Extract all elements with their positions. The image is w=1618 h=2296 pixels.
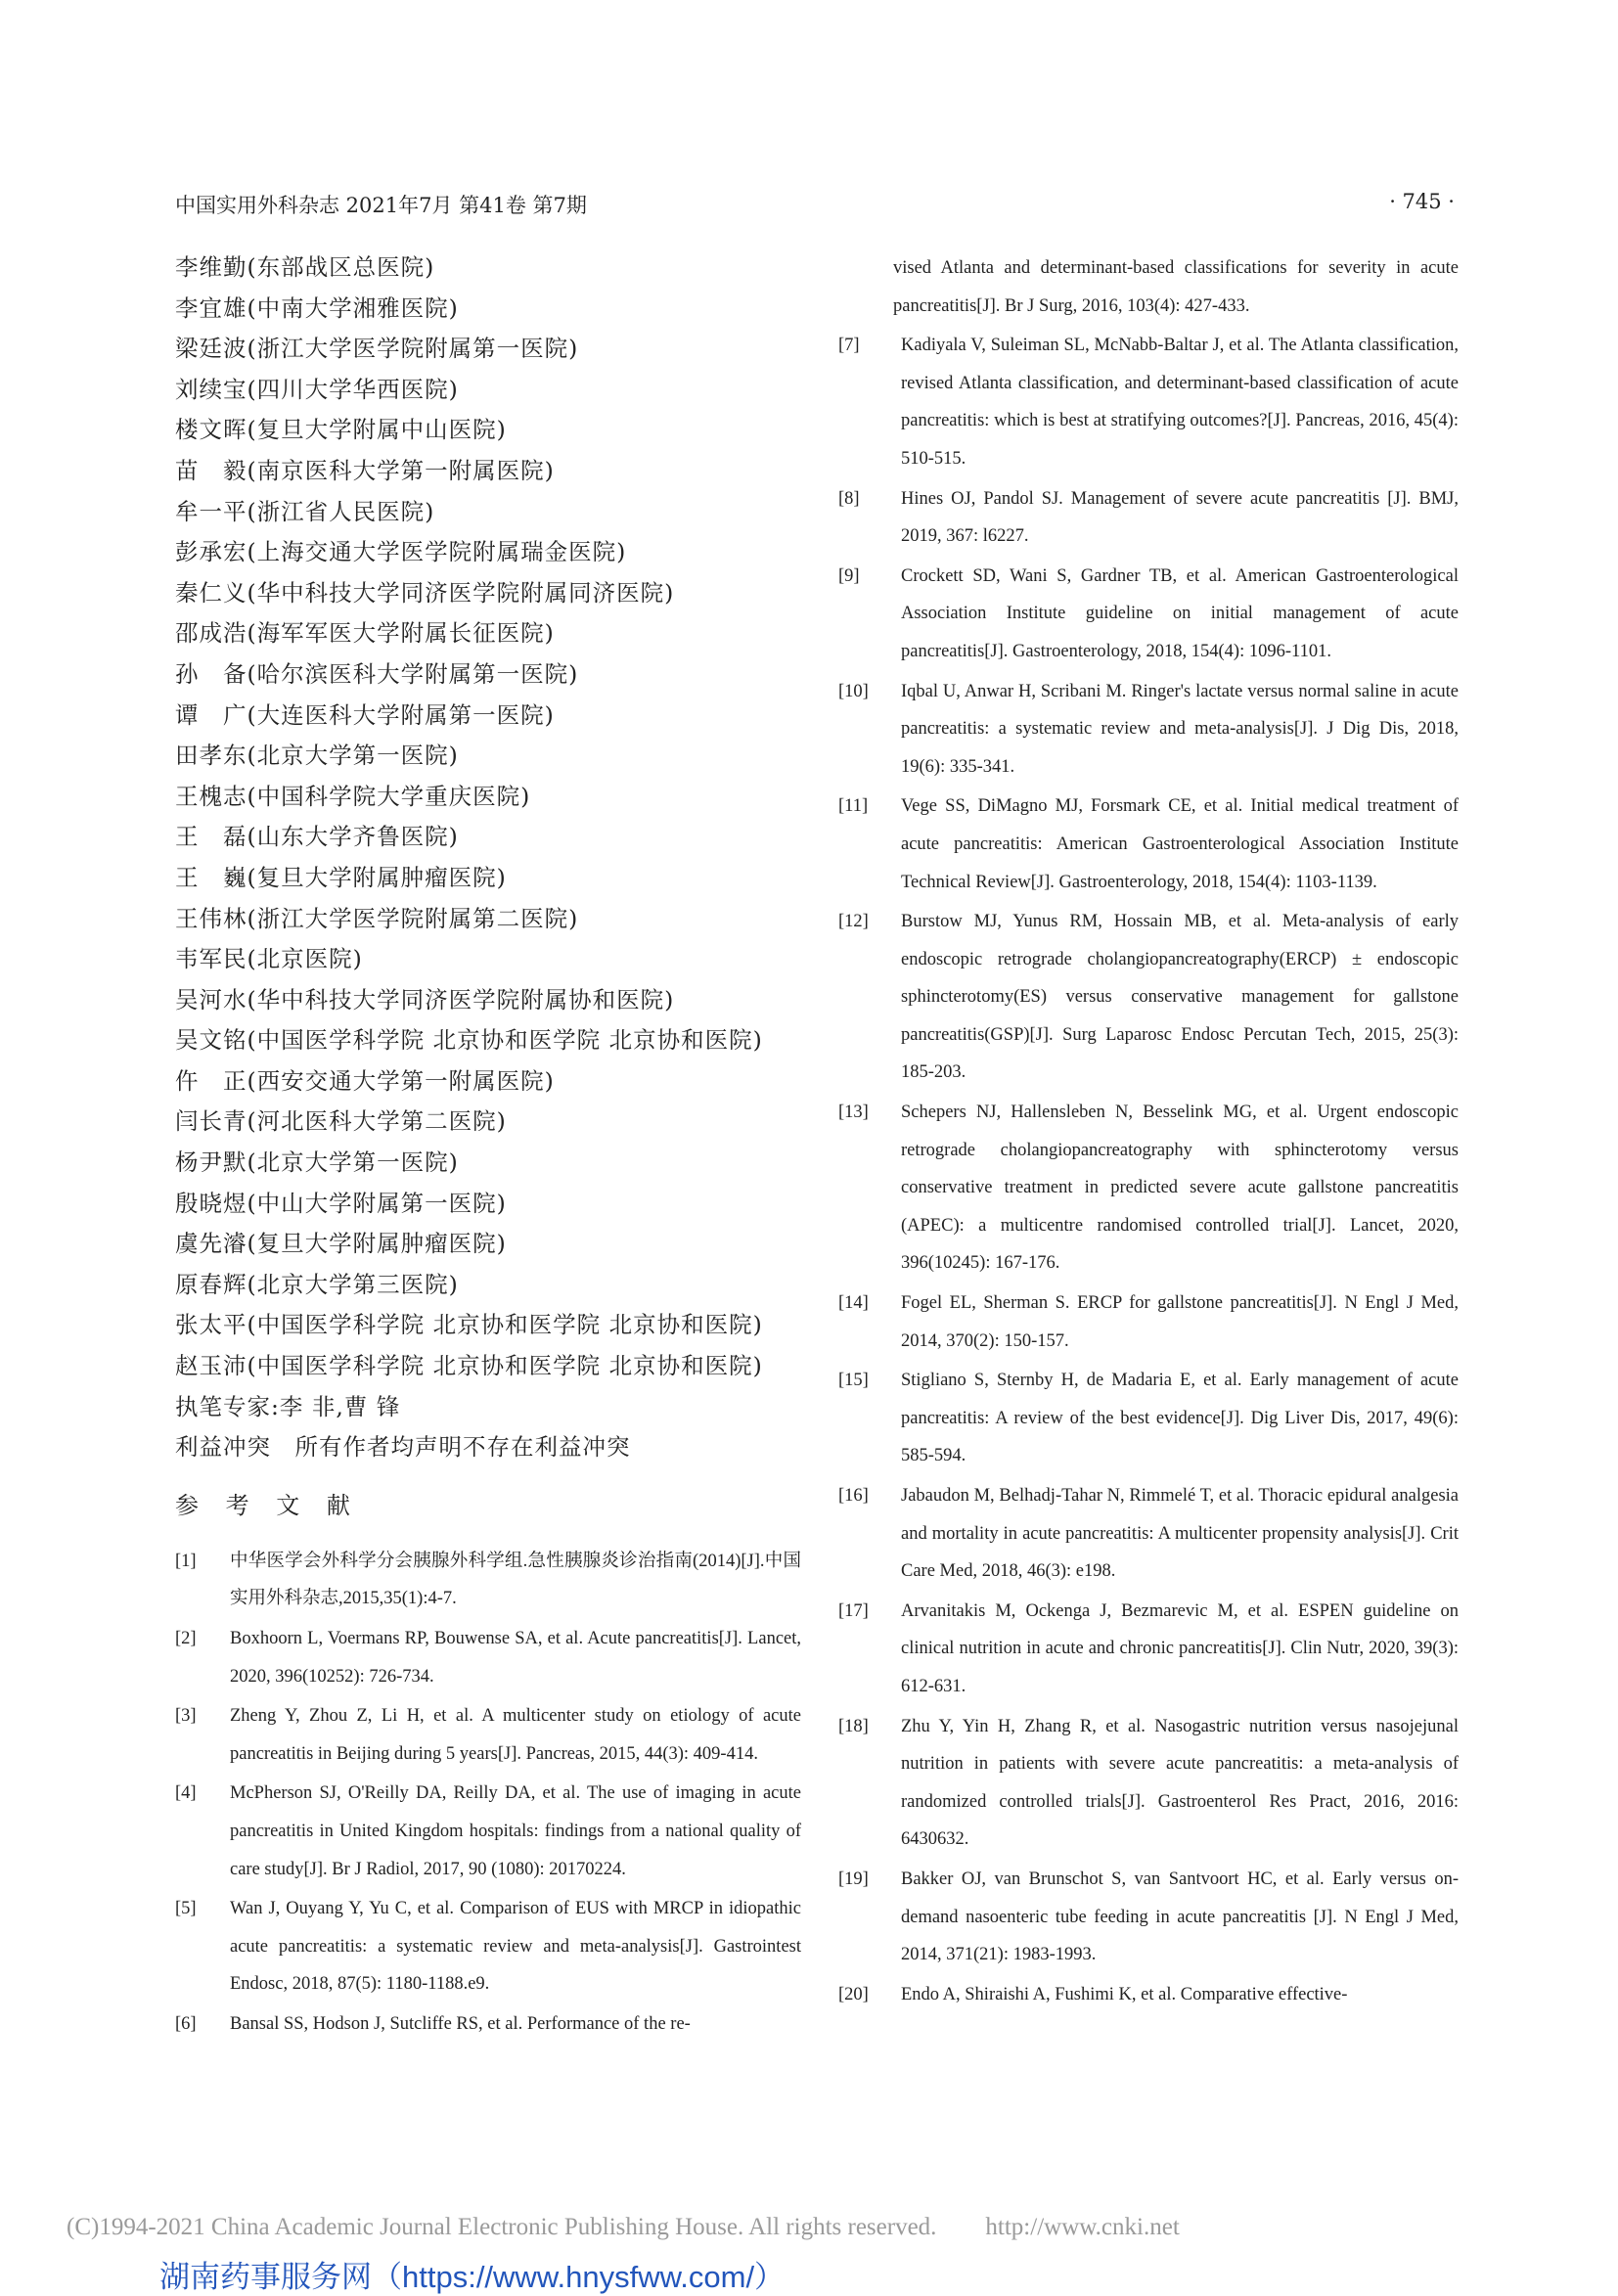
reference-text: Burstow MJ, Yunus RM, Hossain MB, et al. Meta-analysis of early endoscopic retrograde cholangiopancreatography(ERCP) ± endoscopic sphincterotomy(ES) versus conservative management for gallstone pancreatitis(GSP)[J]. Surg Laparosc Endosc Percutan Tech, 2015, 25(3): 185-203. <box>901 912 1459 1083</box>
reference-list-right <box>838 327 1459 2013</box>
reference-item <box>838 1284 1459 1360</box>
expert-line: 牟一平(浙江省人民医院) <box>175 497 435 525</box>
reference-text: Zhu Y, Yin H, Zhang R, et al. Nasogastric nutrition versus nasojejunal nutrition in patients with severe acute pancreatitis: a meta-analysis of randomized controlled trials[J]. Gastroenterol Res Pract, 2016, 2016: 6430632. <box>901 1716 1459 1850</box>
expert-line: 梁廷波(浙江大学医学院附属第一医院) <box>175 335 579 363</box>
expert-line: 原春辉(北京大学第三医院) <box>175 1270 459 1298</box>
expert-line: 王伟林(浙江大学医学院附属第二医院) <box>175 904 579 932</box>
reference-text: Fogel EL, Sherman S. ERCP for gallstone pancreatitis[J]. N Engl J Med, 2014, 370(2): 150-157. <box>901 1293 1459 1351</box>
reference-item <box>175 1890 801 2003</box>
expert-line: 虞先濬(复旦大学附属肿瘤医院) <box>175 1230 507 1258</box>
reference-number: [10] <box>838 681 869 701</box>
reference-text: Bansal SS, Hodson J, Sutcliffe RS, et al. Performance of the re- <box>230 2013 691 2034</box>
reference-number: [19] <box>838 1868 869 1889</box>
reference-item <box>175 1620 801 1695</box>
expert-line: 韦军民(北京医院) <box>175 945 363 973</box>
reference-number: [13] <box>838 1103 869 1123</box>
expert-line: 秦仁义(华中科技大学同济医学院附属同济医院) <box>175 578 675 607</box>
reference-text: Schepers NJ, Hallensleben N, Besselink MG, et al. Urgent endoscopic retrograde cholangiopancreatography with sphincterotomy versus conservative treatment in predicted severe acute gallstone pancreatitis (APEC): a multicentre randomised controlled trial[J]. Lancet, 2020, 396(10245): 167-176. <box>901 1103 1459 1274</box>
watermark-link[interactable]: 湖南药事服务网（https://www.hnysfww.com/） <box>159 2260 786 2294</box>
reference-number: [17] <box>838 1600 869 1621</box>
reference-item <box>838 673 1459 787</box>
expert-line: 杨尹默(北京大学第一医院) <box>175 1148 459 1177</box>
reference-number: [14] <box>838 1293 869 1314</box>
expert-line: 吴文铭(中国医学科学院 北京协和医学院 北京协和医院) <box>175 1026 763 1055</box>
reference-item <box>838 1477 1459 1591</box>
expert-line: 赵玉沛(中国医学科学院 北京协和医学院 北京协和医院) <box>175 1352 763 1380</box>
expert-line: 王槐志(中国科学院大学重庆医院) <box>175 782 531 810</box>
expert-line: 李宜雄(中南大学湘雅医院) <box>175 293 459 322</box>
expert-line: 吴河水(华中科技大学同济医学院附属协和医院) <box>175 985 675 1013</box>
reference-number: [4] <box>175 1783 197 1804</box>
reference-list-left <box>175 1543 801 2044</box>
reference-text: Zheng Y, Zhou Z, Li H, et al. A multicenter study on etiology of acute pancreatitis in Beijing during 5 years[J]. Pancreas, 2015, 44(3): 409-414. <box>230 1706 801 1764</box>
reference-number: [11] <box>838 796 869 817</box>
expert-line: 邵成浩(海军军医大学附属长征医院) <box>175 619 555 648</box>
reference-item <box>838 1094 1459 1283</box>
expert-line: 利益冲突 所有作者均声明不存在利益冲突 <box>175 1433 631 1462</box>
reference-text: McPherson SJ, O'Reilly DA, Reilly DA, et al. The use of imaging in acute pancreatitis in United Kingdom hospitals: findings from a national quality of care study[J]. Br J Radiol, 2017, 90 (1080): 20170224. <box>230 1783 801 1879</box>
reference-number: [1] <box>175 1551 197 1571</box>
reference-number: [15] <box>838 1371 869 1391</box>
reference-text: Boxhoorn L, Voermans RP, Bouwense SA, et al. Acute pancreatitis[J]. Lancet, 2020, 396(10252): 726-734. <box>230 1629 801 1687</box>
expert-line: 王 磊(山东大学齐鲁医院) <box>175 823 459 851</box>
right-column <box>838 249 1459 2015</box>
page-number: · 745 · <box>1389 190 1455 213</box>
expert-line: 谭 广(大连医科大学附属第一医院) <box>175 700 555 729</box>
journal-header: 中国实用外科杂志 2021年7月 第41卷 第7期 <box>175 194 587 217</box>
reference-text: Hines OJ, Pandol SJ. Management of severe acute pancreatitis [J]. BMJ, 2019, 367: l6227. <box>901 488 1459 547</box>
reference-number: [20] <box>838 1984 869 2004</box>
expert-line: 张太平(中国医学科学院 北京协和医学院 北京协和医院) <box>175 1311 763 1339</box>
reference-item <box>838 480 1459 556</box>
expert-line: 苗 毅(南京医科大学第一附属医院) <box>175 456 555 484</box>
reference-number: [3] <box>175 1706 197 1727</box>
reference-number: [18] <box>838 1716 869 1736</box>
reference-text: Stigliano S, Sternby H, de Madaria E, et al. Early management of acute pancreatitis: A review of the best evidence[J]. Dig Liver Dis, 2017, 49(6): 585-594. <box>901 1371 1459 1466</box>
expert-line: 仵 正(西安交通大学第一附属医院) <box>175 1066 555 1095</box>
reference-text: 中华医学会外科学分会胰腺外科学组.急性胰腺炎诊治指南(2014)[J].中国实用外科杂志,2015,35(1):4-7. <box>230 1551 801 1609</box>
reference-item <box>838 558 1459 671</box>
expert-line: 刘续宝(四川大学华西医院) <box>175 375 459 403</box>
left-column <box>175 248 801 2046</box>
reference-item <box>838 788 1459 901</box>
reference-text: Vege SS, DiMagno MJ, Forsmark CE, et al. Initial medical treatment of acute pancreatitis: American Gastroenterological Association Institute Technical Review[J]. Gastroenterology, 2018, 154(4): 1103-1139. <box>901 796 1459 892</box>
reference-number: [7] <box>838 336 860 356</box>
reference-number: [9] <box>838 565 860 586</box>
reference-item <box>838 1593 1459 1706</box>
expert-line: 田孝东(北京大学第一医院) <box>175 742 459 770</box>
reference-text: Jabaudon M, Belhadj-Tahar N, Rimmelé T, et al. Thoracic epidural analgesia and mortality in acute pancreatitis: A multicenter propensity analysis[J]. Crit Care Med, 2018, 46(3): e198. <box>901 1486 1459 1582</box>
reference-text: Endo A, Shiraishi A, Fushimi K, et al. Comparative effective- <box>901 1984 1348 2004</box>
reference-number: [5] <box>175 1899 197 1919</box>
reference-number: [12] <box>838 912 869 932</box>
reference-number: [16] <box>838 1486 869 1506</box>
expert-line: 李维勤(东部战区总医院) <box>175 253 435 281</box>
expert-line: 闫长青(河北医科大学第二医院) <box>175 1107 507 1136</box>
reference-text: Kadiyala V, Suleiman SL, McNabb-Baltar J, et al. The Atlanta classification, revised Atlanta classification, and determinant-based classification of acute pancreatitis: which is best at stratifying outcomes?[J]. Pancreas, 2016, 45(4): 510-515. <box>901 336 1459 469</box>
expert-line: 殷晓煜(中山大学附属第一医院) <box>175 1189 507 1217</box>
reference-item <box>838 1362 1459 1475</box>
reference-item <box>838 903 1459 1092</box>
reference-item <box>838 1976 1459 2014</box>
reference-text: Iqbal U, Anwar H, Scribani M. Ringer's lactate versus normal saline in acute pancreatitis: a systematic review and meta-analysis[J]. J Dig Dis, 2018, 19(6): 335-341. <box>901 681 1459 777</box>
expert-line: 彭承宏(上海交通大学医学院附属瑞金医院) <box>175 538 627 566</box>
reference-item <box>175 1543 801 1618</box>
reference-text: Bakker OJ, van Brunschot S, van Santvoort HC, et al. Early versus on-demand nasoenteric tube feeding in acute pancreatitis [J]. N Engl J Med, 2014, 371(21): 1983-1993. <box>901 1868 1459 1965</box>
reference-continuation: vised Atlanta and determinant-based classifications for severity in acute pancreatitis[J]. Br J Surg, 2016, 103(4): 427-433. <box>893 258 1459 316</box>
expert-line: 执笔专家:李 非,曹 锋 <box>175 1392 401 1420</box>
reference-item <box>838 1708 1459 1859</box>
reference-number: [6] <box>175 2013 197 2034</box>
reference-text: Crockett SD, Wani S, Gardner TB, et al. American Gastroenterological Association Institute guideline on initial management of acute pancreatitis[J]. Gastroenterology, 2018, 154(4): 1096-1101. <box>901 565 1459 661</box>
references-heading: 参 考 文 献 <box>175 1491 360 1519</box>
expert-line: 孙 备(哈尔滨医科大学附属第一医院) <box>175 659 579 688</box>
expert-line: 王 巍(复旦大学附属肿瘤医院) <box>175 863 507 891</box>
reference-item <box>175 1697 801 1773</box>
reference-number: [8] <box>838 488 860 509</box>
reference-item <box>838 327 1459 477</box>
reference-item <box>175 1775 801 1888</box>
expert-list <box>175 248 801 1468</box>
expert-line: 楼文晖(复旦大学附属中山医院) <box>175 416 507 444</box>
reference-item <box>175 2005 801 2044</box>
copyright-notice: (C)1994-2021 China Academic Journal Electronic Publishing House. All rights reserved. http://www.cnki.net <box>67 2214 1180 2240</box>
reference-number: [2] <box>175 1629 197 1648</box>
reference-text: Arvanitakis M, Ockenga J, Bezmarevic M, et al. ESPEN guideline on clinical nutrition in acute and chronic pancreatitis[J]. Clin Nutr, 2020, 39(3): 612-631. <box>901 1600 1459 1696</box>
reference-text: Wan J, Ouyang Y, Yu C, et al. Comparison of EUS with MRCP in idiopathic acute pancreatitis: a systematic review and meta-analysis[J]. Gastrointest Endosc, 2018, 87(5): 1180-1188.e9. <box>230 1899 801 1995</box>
reference-item <box>838 1861 1459 1974</box>
